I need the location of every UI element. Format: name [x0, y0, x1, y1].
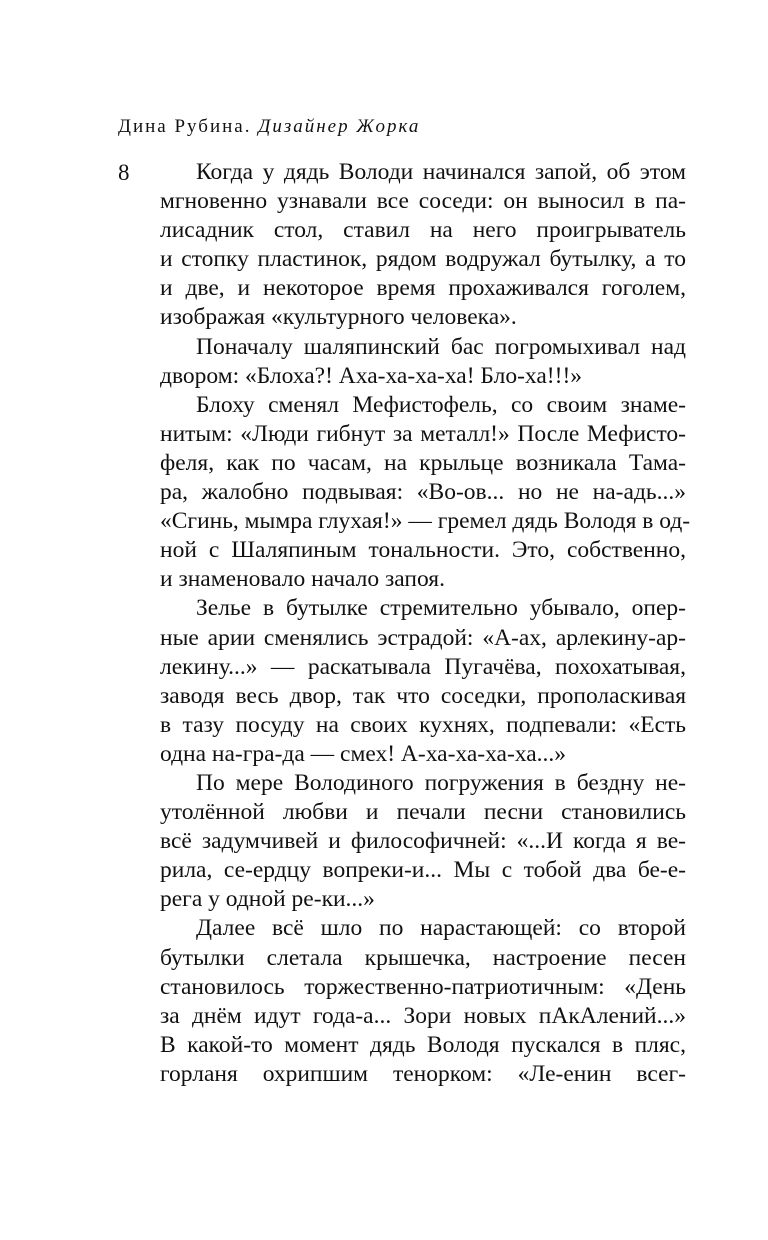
- text-line: мгновенно узнавали все соседи: он выносил в па-: [160, 188, 686, 215]
- text-line: ной с Шаляпиным тональности. Это, собственно,: [160, 537, 686, 564]
- text-line: Когда у дядь Володи начинался запой, об этом: [196, 159, 686, 185]
- text-line: феля, как по часам, на крыльце возникала Тама-: [160, 449, 686, 476]
- text-line: всё задумчивей и философичней: «...И когда я ве-: [160, 828, 686, 855]
- text-line: изображая «культурного человека».: [160, 304, 517, 331]
- text-line: в тазу посуду на своих кухнях, подпевали: «Есть: [160, 711, 686, 738]
- paragraph: [160, 914, 686, 1089]
- text-line: бутылки слетала крышечка, настроение песен: [160, 944, 686, 971]
- paragraph: [160, 333, 686, 391]
- text-line: лекину...» — раскатывала Пугачёва, похохатывая,: [160, 653, 686, 680]
- text-line: ные арии сменялись эстрадой: «А-ах, арлекину-ар-: [160, 624, 686, 651]
- paragraph: [160, 391, 691, 595]
- text-line: Поначалу шаляпинский бас погромыхивал над: [196, 333, 686, 360]
- running-head: [118, 116, 420, 138]
- text-line: рила, се-ердцу вопреки-и... Мы с тобой два бе-е-: [160, 857, 686, 884]
- text-line: нитым: «Люди гибнут за металл!» После Мефисто-: [160, 420, 686, 447]
- text-line: двором: «Блоха?! Аха-ха-ха-ха! Бло-ха!!!»: [160, 362, 583, 389]
- text-line: становилось торжественно-патриотичным: «День: [160, 973, 686, 1000]
- text-line: утолённой любви и печали песни становились: [160, 799, 686, 826]
- paragraph: [160, 769, 686, 914]
- text-line: рега у одной ре-ки...»: [160, 886, 375, 913]
- text-line: По мере Володиного погружения в бездну не-: [196, 769, 686, 796]
- text-line: лисадник стол, ставил на него проигрыватель: [160, 217, 686, 244]
- running-head-author: Дина Рубина.: [118, 116, 252, 137]
- text-line: Блоху сменял Мефистофель, со своим знаме-: [196, 391, 686, 418]
- text-line: и знаменовало начало запоя.: [160, 566, 445, 593]
- text-line: и две, и некоторое время прохаживался гоголем,: [160, 275, 686, 302]
- text-line: Далее всё шло по нарастающей: со второй: [196, 915, 686, 942]
- text-line: ра, жалобно подвывая: «Во-ов... но не на-адь...»: [160, 479, 686, 506]
- text-line: Зелье в бутылке стремительно убывало, опер-: [196, 595, 686, 622]
- text-line: одна на-гра-да — смех! А-ха-ха-ха-ха...»: [160, 740, 567, 767]
- body-text: [160, 158, 691, 1089]
- text-line: горланя охрипшим тенорком: «Ле-енин всег-: [160, 1060, 686, 1087]
- text-line: «Сгинь, мымра глухая!» — гремел дядь Володя в од-: [160, 508, 691, 535]
- paragraph: [160, 158, 686, 333]
- text-line: В какой-то момент дядь Володя пускался в пляс,: [160, 1031, 686, 1058]
- page-number: 8: [118, 160, 130, 185]
- text-line: за днём идут года-а... Зори новых пАкАлений...»: [160, 1002, 686, 1029]
- running-head-work-title: Дизайнер Жорка: [258, 116, 421, 137]
- paragraph: [160, 594, 686, 769]
- text-line: заводя весь двор, так что соседки, прополаскивая: [160, 682, 686, 709]
- text-line: и стопку пластинок, рядом водружал бутылку, а то: [160, 246, 686, 273]
